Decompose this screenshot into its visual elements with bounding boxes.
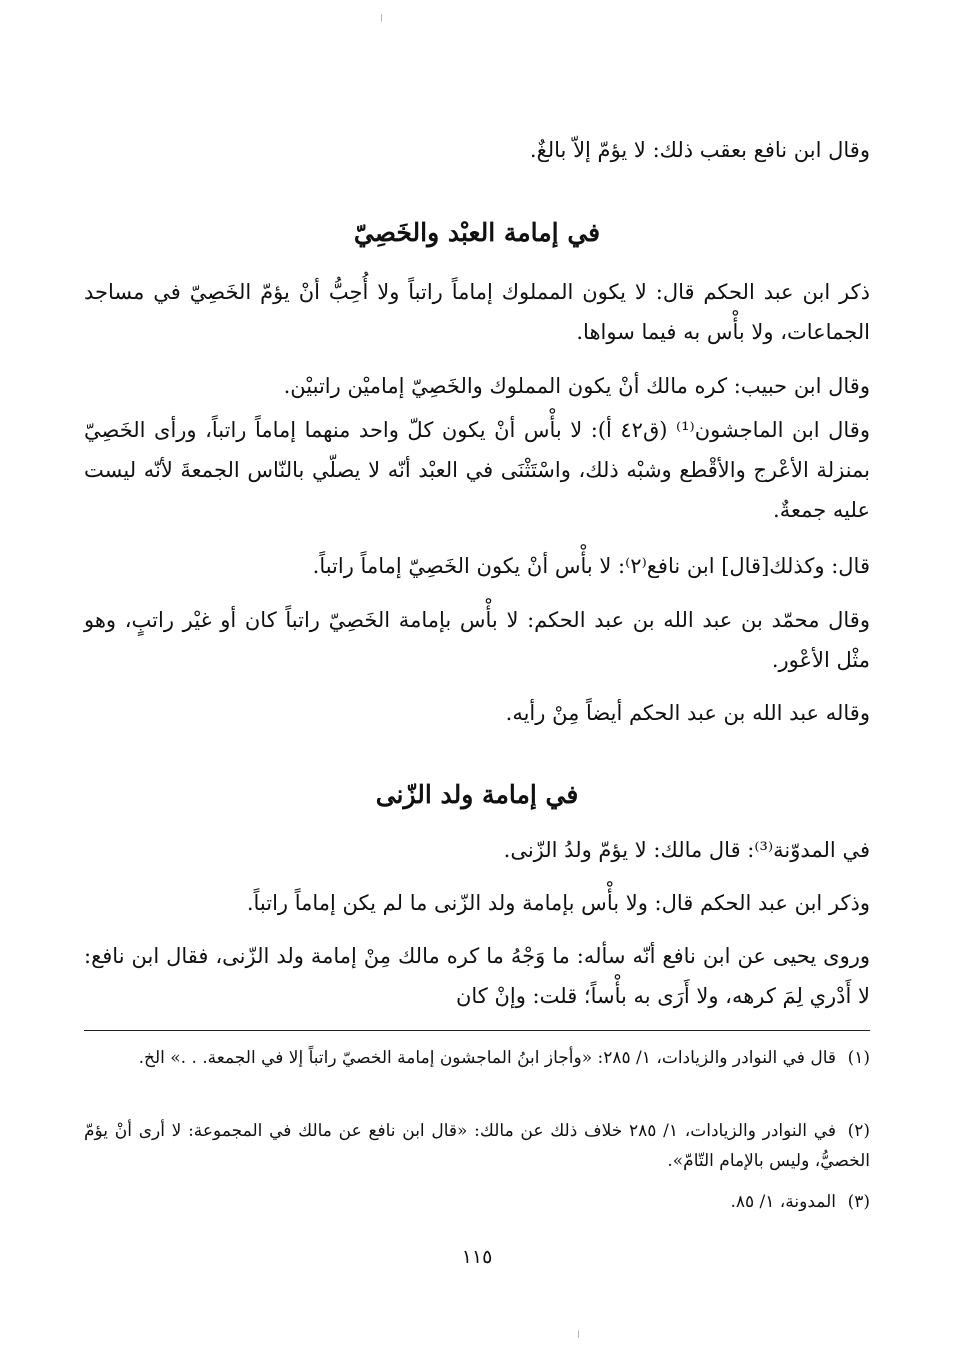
footnote-text: المدونة، ١/ ٨٥. [730,1192,836,1212]
footnote-1 [84,1043,870,1073]
paragraph-4: وقال ابن الماجشون⁽¹⁾ (ق٤٢ أ): لا بأْس أنْ يكون كلّ واحد منهما إماماً راتباً، ورأى الخَصِيّ بمنزلة الأعْرج والأقْطع وشبْه ذلك، واسْتَثْنَى في العبْد أنّه لا يصلّي بالنّاس الجمعةَ لأنّه ليست عليه جمعةٌ. [84,418,870,522]
footnote-text: قال في النوادر والزيادات، ١/ ٢٨٥: «وأجاز ابنُ الماجشون إمامة الخصيّ راتباً إلا في الجمعة. . .» الخ. [138,1048,836,1068]
footnote-3 [84,1187,870,1217]
paragraph-8: في المدوّنة⁽³⁾: قال مالك: لا يؤمّ ولدُ الزّنى. [503,838,870,862]
footnote-separator [84,1030,870,1031]
paragraph-9: وذكر ابن عبد الحكم قال: ولا بأْس بإمامة ولد الزّنى ما لم يكن إماماً راتباً. [246,891,870,915]
paragraph-7: وقاله عبد الله بن عبد الحكم أيضاً مِنْ رأيه. [505,701,870,725]
paragraph-1: وقال ابن نافع بعقب ذلك: لا يؤمّ إلاّ بالغٌ. [529,138,870,162]
footnote-text: في النوادر والزيادات، ١/ ٢٨٥ خلاف ذلك عن مالك: «قال ابن نافع عن مالك في المجموعة: لا أرى أنْ يؤمّ الخصيُّ، وليس بالإمام التّامّ». [84,1121,870,1171]
footnote-number: (١) [847,1048,870,1068]
page-number: ١١٥ [461,1246,493,1268]
footnote-number: (٣) [847,1192,870,1212]
section-heading-illegitimate-child: في إمامة ولد الزّنى [375,780,579,809]
paragraph-6: وقال محمّد بن عبد الله بن عبد الحكم: لا بأْس بإمامة الخَصِيّ راتباً كان أو غيْر راتبٍ، وهو مثْل الأعْور. [84,608,870,672]
paragraph-3: وقال ابن حبيب: كره مالك أنْ يكون المملوك والخَصِيّ إماميْن راتبيْن. [283,374,870,398]
paragraph-10: وروى يحيى عن ابن نافع أنّه سأله: ما وَجْهُ ما كره مالك مِنْ إمامة ولد الزّنى، فقال ابن نافع: لا أَدْري لِمَ كرهه، ولا أَرَى به بأْساً؛ قلت: وإنْ كان [84,944,870,1008]
footnote-number: (٢) [847,1121,870,1141]
paragraph-5: قال: وكذلك[قال] ابن نافع⁽٢⁾: لا بأْس أنْ يكون الخَصِيّ إماماً راتباً. [312,554,870,578]
scan-mark-top [381,14,382,22]
scan-mark-bottom [578,1330,579,1338]
section-heading-slave-eunuch: في إمامة العبْد والخَصِيّ [353,218,601,247]
paragraph-2: ذكر ابن عبد الحكم قال: لا يكون المملوك إماماً راتباً ولا أُحِبُّ أنْ يؤمّ الخَصِيّ في مساجد الجماعات، ولا بأْس به فيما سواها. [84,280,870,344]
footnote-2 [84,1116,870,1176]
